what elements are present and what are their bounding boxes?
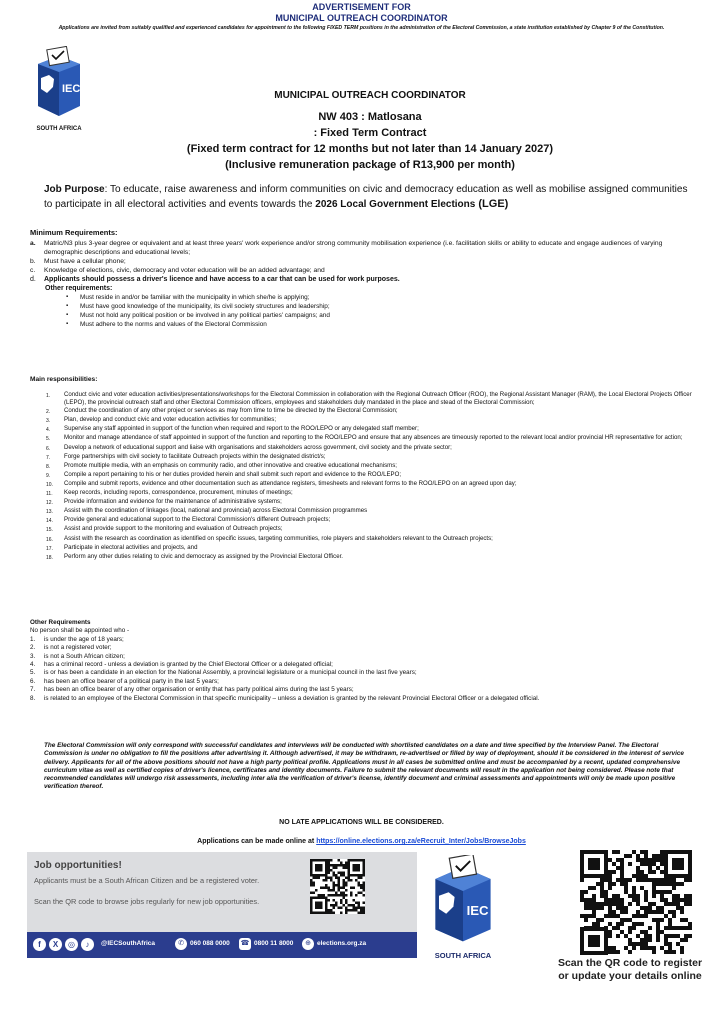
list-item: 12. Provide information and evidence for the maintenance of administrative systems;: [46, 498, 282, 507]
contract-type: : Fixed Term Contract: [313, 127, 427, 139]
call-centre-number: 0800 11 8000: [254, 940, 294, 947]
list-item: 4. Supervise any staff appointed in support of the function when required and report to the ROO/LEPO or any delegated staff member;: [46, 425, 419, 434]
svg-text:IEC: IEC: [62, 83, 81, 95]
banner-line2: Scan the QR code to browse jobs regularly for new job opportunities.: [34, 897, 260, 906]
ad-heading-line1: ADVERTISEMENT FOR: [312, 2, 411, 12]
phone-icon: ☎: [239, 938, 251, 950]
job-purpose: Job Purpose: To educate, raise awareness and inform communities on civic and democracy education as well as mobilise assigned communities to participate in all electoral activities and events towards the 2026 Local Government Elections (LGE): [44, 184, 688, 210]
list-item: 18. Perform any other duties relating to civic and democracy as assigned by the Provincial Electoral Officer.: [46, 552, 343, 561]
list-item: ▪ Must have good knowledge of the municipality, its civil society structures and leadership;: [60, 302, 700, 311]
list-item: 5. Monitor and manage attendance of staff appointed in support of the function and reporting to the ROO/LEPO and ensure that any absences are timeously reported to the relevant local and/or provincial HR representative for action;: [46, 434, 683, 443]
other-requirements-list: [60, 293, 700, 329]
scan-line2: or update your details online: [558, 970, 702, 982]
list-item: 8. Promote multiple media, with an emphasis on community radio, and other innovative and creative educational mechanisms;: [46, 461, 397, 470]
list-item: 7. has been an office bearer of any other organisation or entity that has party political aims during the last 5 years;: [30, 686, 354, 694]
scan-line1: Scan the QR code to register: [557, 957, 703, 969]
responsibilities-list: [46, 391, 702, 562]
list-item: ▪ Must reside in and/or be familiar with the municipality in which she/he is applying;: [60, 293, 700, 302]
list-item: 9. Compile a report pertaining to his or her duties provided herein and shall submit such report and evidence to the ROO/LEPO;: [46, 470, 402, 479]
list-item: 15. Assist and provide support to the monitoring and evaluation of Outreach projects;: [46, 525, 283, 534]
other-requirements-intro: No person shall be appointed who -: [30, 627, 130, 635]
minimum-requirements-heading: Minimum Requirements:: [30, 228, 118, 237]
instagram-icon: ◎: [65, 938, 78, 951]
minimum-requirements-list: [30, 239, 700, 329]
list-item: 14. Provide general and educational support to the Electoral Commission's different Outreach projects;: [46, 516, 331, 525]
list-item: 16. Assist with the research as coordination as identified on specific issues, targeting communities, role players and stakeholders relevant to the Outreach projects;: [46, 534, 493, 543]
list-item: 7. Forge partnerships with civil society to facilitate Outreach projects within the designated district/s;: [46, 452, 326, 461]
list-item: 1. Conduct civic and voter education activities/presentations/workshops for the Electoral Commission in collaboration with the Regional Outreach Officer (ROO), the Regional Assistant Manager (RAM), the Local Electoral Projects Officer (LEPO), the provincial outreach staff and other Electoral Commission officers, employees and stakeholders duly mandated in the place and stead of the Electoral Commission;: [46, 391, 692, 407]
social-handle: @IECSouthAfrica: [101, 940, 156, 947]
list-item: 3. is not a South African citizen;: [30, 652, 125, 660]
jobs-qr-code[interactable]: [310, 859, 365, 914]
other-requirements-title: Other Requirements: [30, 619, 91, 626]
list-item: 8. is related to an employee of the Electoral Commission in that specific municipality – unless a deviation is granted by the relevant Provincial Electoral Officer or a delegated official.: [30, 694, 540, 702]
other-requirements-heading: Other requirements:: [45, 285, 113, 292]
apply-link[interactable]: https://online.elections.org.za/eRecruit_Inter/Jobs/BrowseJobs: [316, 838, 526, 845]
logo-bottom-caption: SOUTH AFRICA: [434, 951, 492, 960]
list-item: 2. is not a registered voter;: [30, 644, 112, 652]
list-item: 3. Plan, develop and conduct civic and voter education activities for communities;: [46, 416, 277, 425]
list-item: b. Must have a cellular phone;: [30, 258, 126, 265]
list-item: 4. has a criminal record - unless a deviation is granted by the Chief Electoral Officer or a delegated official;: [30, 661, 333, 669]
social-icons: [33, 938, 94, 951]
list-item: 1. is under the age of 18 years;: [30, 635, 124, 643]
banner-line1: Applicants must be a South African Citizen and be a registered voter.: [34, 876, 260, 885]
globe-icon: ⊕: [302, 938, 314, 950]
list-item: 11. Keep records, including reports, correspondence, procurement, minutes of meetings;: [46, 489, 293, 498]
position-title: MUNICIPAL OUTREACH COORDINATOR: [274, 90, 466, 101]
list-item: 2. Conduct the coordination of any other project or services as may from time to time be directed by the Electoral Commission;: [46, 407, 398, 416]
list-item: ▪ Must not hold any political position or be involved in any political parties' campaigns; and: [60, 311, 700, 320]
list-item: c. Knowledge of elections, civic, democracy and voter education will be an added advantage; and: [30, 267, 325, 274]
list-item: 5. is or has been a candidate in an election for the National Assembly, a provincial legislature or a municipal council in the last five years;: [30, 669, 417, 677]
list-item: d. Applicants should possess a driver's licence and have access to a car that can be used for work purposes.: [30, 276, 400, 283]
ad-intro: Applications are invited from suitably qualified and experienced candidates for appointment to the following FIXED TERM positions in the administration of the Electoral Commission, a state institution established by Chapter 9 of the Constitution.: [58, 25, 665, 31]
whatsapp-icon: ✆: [175, 938, 187, 950]
apply-online: Applications can be made online at https://online.elections.org.za/eRecruit_Inter/Jobs/BrowseJobs: [197, 838, 526, 845]
scan-instructions: [545, 957, 715, 983]
job-opportunities-banner: [27, 852, 417, 932]
other-requirements: [30, 619, 702, 703]
list-item: 17. Participate in electoral activities and projects, and: [46, 543, 198, 552]
iec-logo-icon: [28, 46, 90, 126]
iec-logo-bottom-icon: [418, 855, 508, 951]
register-qr-code[interactable]: [580, 850, 692, 955]
responsibilities-heading: Main responsibilities:: [30, 376, 98, 383]
ad-heading-line2: MUNICIPAL OUTREACH COORDINATOR: [275, 13, 448, 23]
list-item: a. Matric/N3 plus 3-year degree or equivalent and at least three years' work experience and/or strong community mobilisation experience (i.e. facilitation skills or ability to educate and engage audiences of varying demographic descriptions and educational levels;: [30, 240, 663, 256]
no-late-notice: NO LATE APPLICATIONS WILL BE CONSIDERED.: [279, 819, 444, 826]
tiktok-icon: ♪: [81, 938, 94, 951]
notice-paragraph: The Electoral Commission will only correspond with successful candidates and interviews will be conducted with shortlisted candidates on a date and time specified by the Interview Panel. The Electoral Commission is under no obligation to fill the positions after advertising it. Although advertised, it may be withdrawn, re-advertised or filled by way of deployment, should it be considered in the interest of service delivery. Applicants for all of the above positions should not have a high party political profile. Applications must in all cases be submitted online and must be accompanied by a recent, updated comprehensive curriculum vitae as well as certified copies of driver's licence, certificates and identity documents. Failure to submit the relevant documents will result in the application not being considered. Please note that recommended candidates will undergo risk assessments, including inter alia the verification of driver's license, identify document and criminal assessments and appointments will only be made upon positive verification thereof.: [44, 742, 684, 791]
x-icon: X: [49, 938, 62, 951]
list-item: 10. Compile and submit reports, evidence and other documentation such as attendance registers, timesheets and relevant forms to the ROO/LEPO on an agreed upon day;: [46, 479, 517, 488]
list-item: ▪ Must adhere to the norms and values of the Electoral Commission: [60, 320, 700, 329]
list-item: 6. has been an office bearer of a political party in the last 5 years;: [30, 677, 219, 685]
iec-logo: [28, 46, 90, 132]
contract-duration: (Fixed term contract for 12 months but not later than 14 January 2027): [186, 143, 554, 155]
list-item: 13. Assist with the coordination of linkages (local, national and provincial) across Electoral Commission programmes: [46, 507, 368, 516]
iec-logo-bottom: [418, 855, 508, 965]
whatsapp-number: 060 088 0000: [190, 940, 230, 947]
website: elections.org.za: [317, 940, 367, 947]
social-band: [27, 932, 417, 958]
svg-text:IEC: IEC: [466, 903, 489, 918]
list-item: 6. Develop a network of educational support and liaise with organisations and stakeholders across government, civil society and the private sector;: [46, 443, 452, 452]
remuneration: (Inclusive remuneration package of R13,900 per month): [225, 159, 515, 171]
facebook-icon: f: [33, 938, 46, 951]
logo-caption: SOUTH AFRICA: [36, 126, 82, 132]
banner-title: Job opportunities!: [34, 860, 122, 871]
location: NW 403 : Matlosana: [318, 111, 422, 123]
